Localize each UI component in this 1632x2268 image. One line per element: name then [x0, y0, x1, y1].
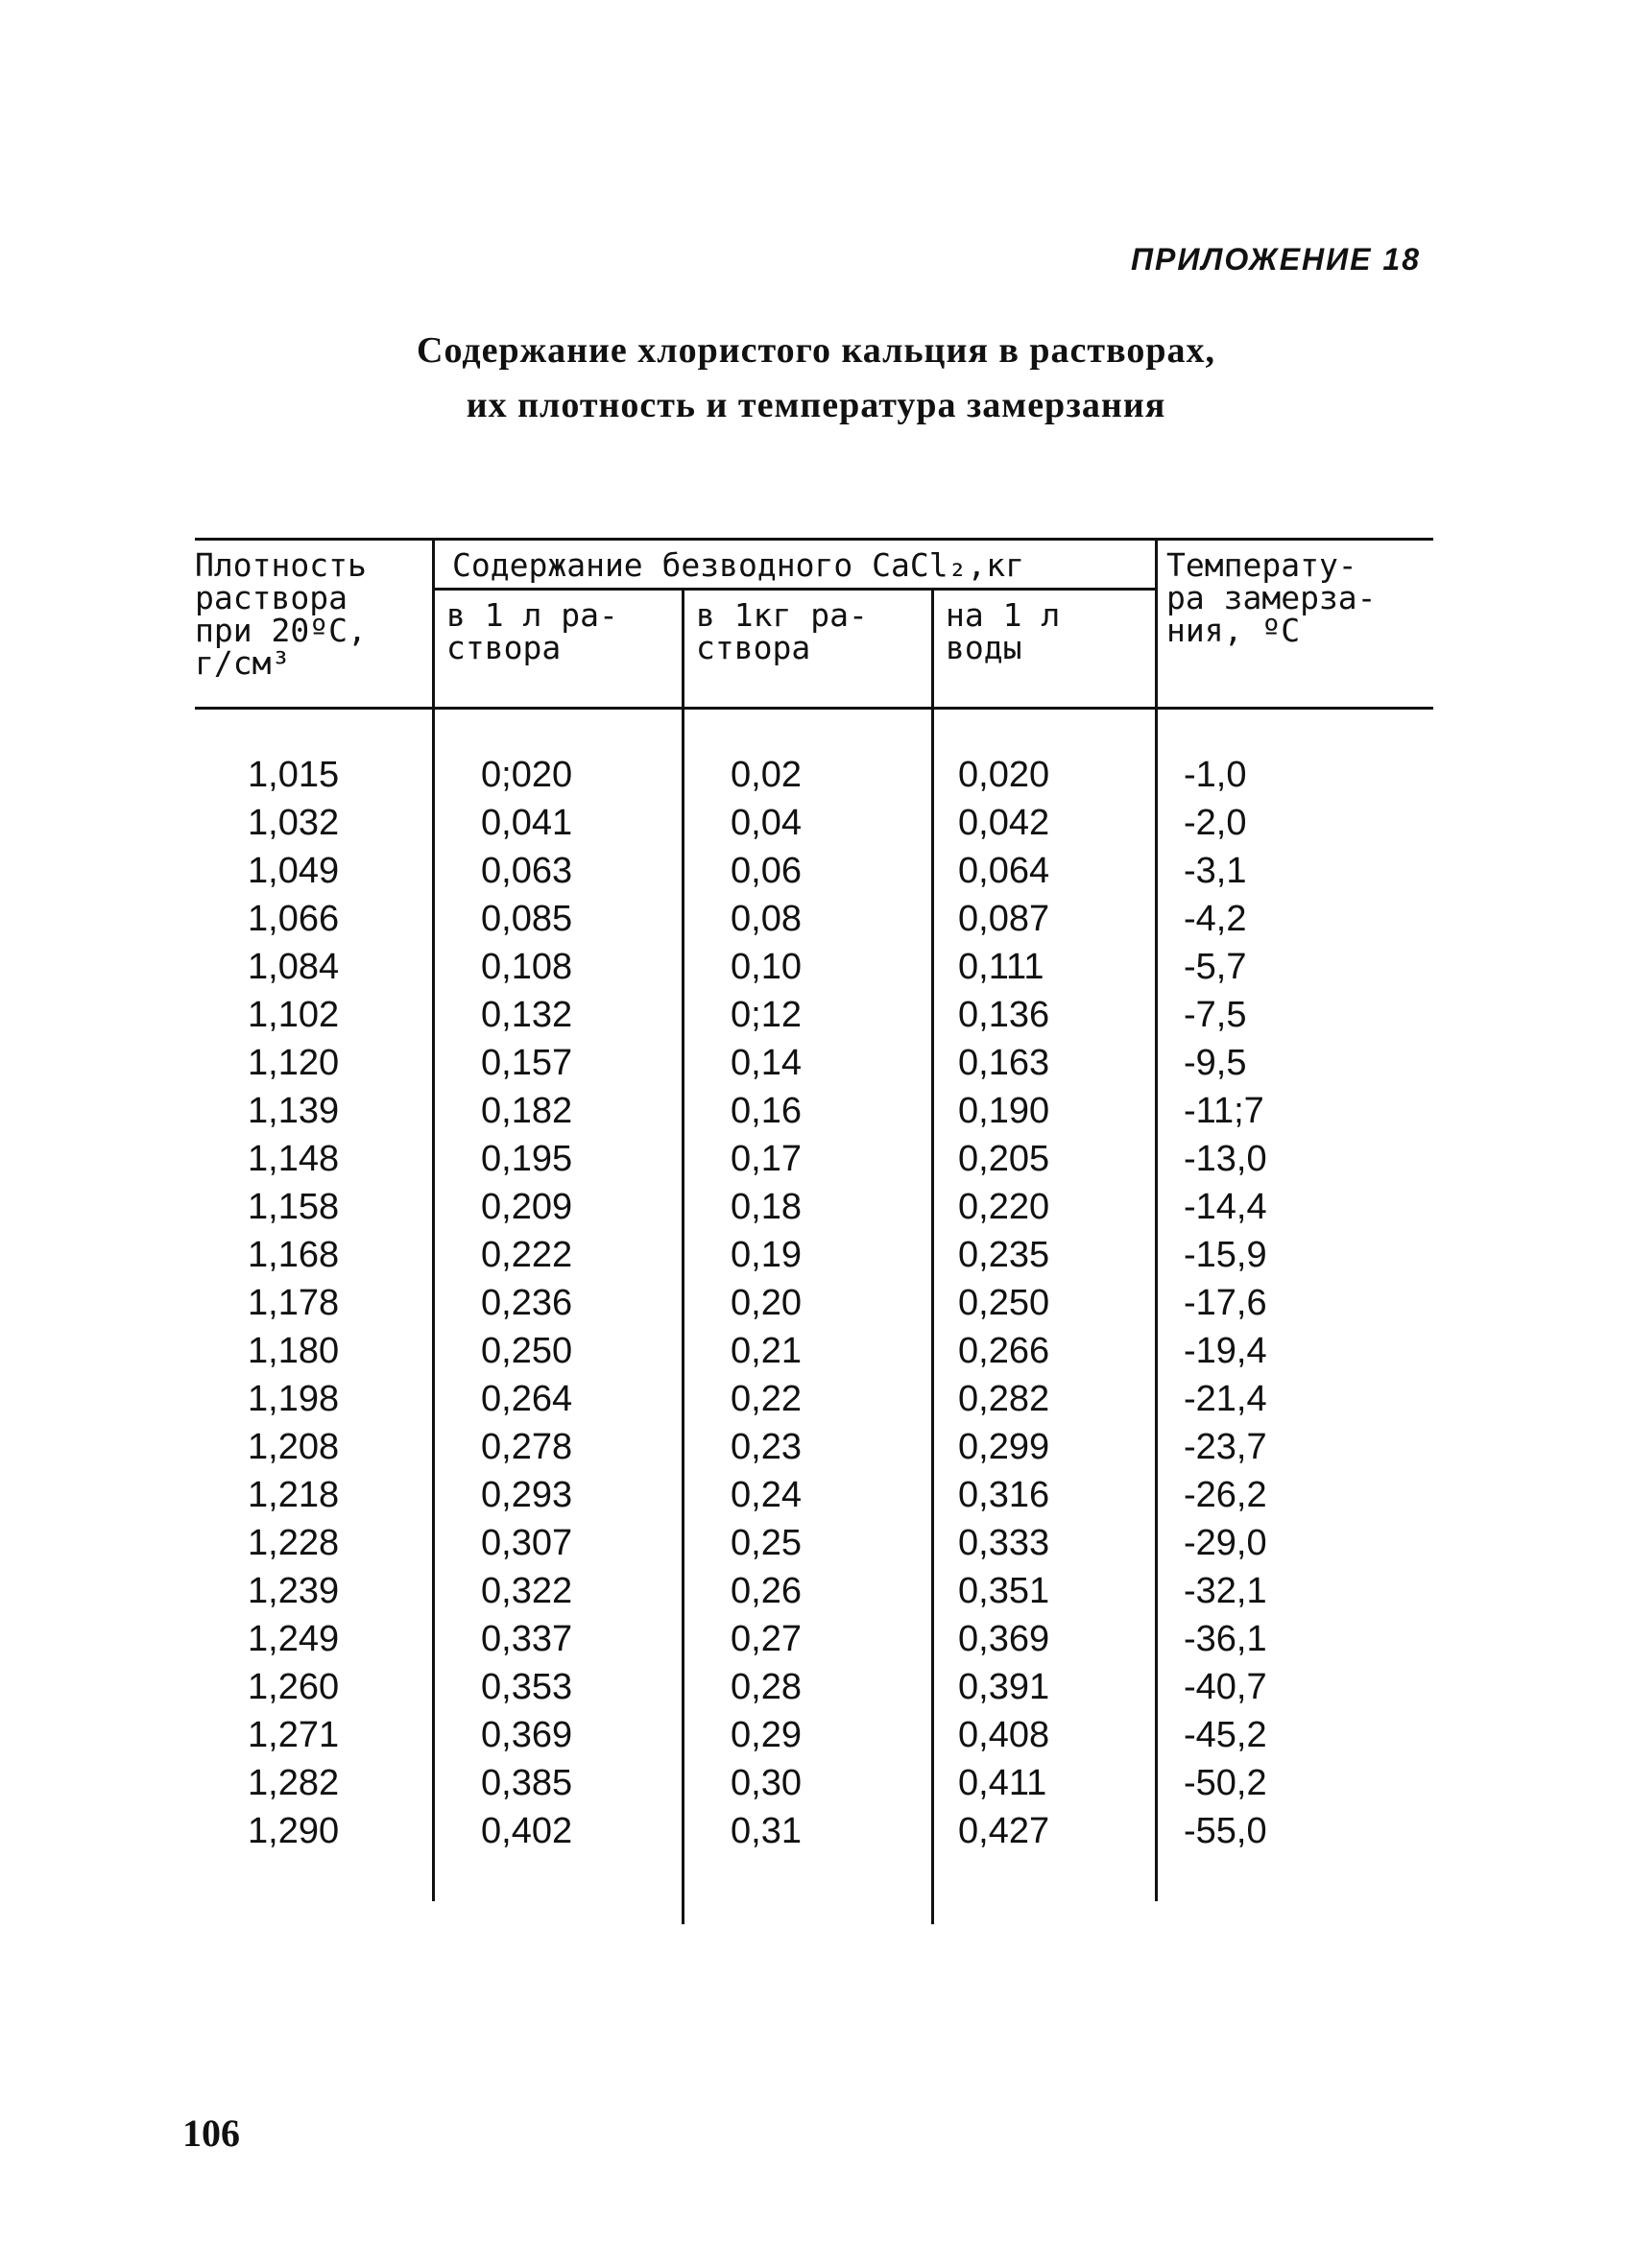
table-row: [195, 943, 1443, 991]
header-per-kg-solution: в 1кг ра- створа: [696, 596, 868, 666]
cell-per-liter-water: 0,042: [958, 803, 1050, 843]
cell-per-liter-solution: 0,041: [481, 803, 573, 843]
cell-per-liter-water: 0,235: [958, 1235, 1050, 1275]
cell-per-liter-water: 0,391: [958, 1667, 1050, 1707]
header-freezing-temp: Температу- ра замерза- ния, ºС: [1166, 546, 1377, 649]
cell-freezing-temp: -13,0: [1184, 1139, 1267, 1179]
cell-per-liter-water: 0,163: [958, 1043, 1050, 1083]
cell-density: 1,178: [248, 1283, 340, 1323]
cell-per-liter-solution: 0,222: [481, 1235, 573, 1275]
cell-per-kg-solution: 0,08: [731, 899, 802, 939]
table-row: [195, 1759, 1443, 1807]
cell-density: 1,180: [248, 1331, 340, 1371]
cell-density: 1,148: [248, 1139, 340, 1179]
cell-density: 1,260: [248, 1667, 340, 1707]
cell-per-kg-solution: 0,14: [731, 1043, 802, 1083]
cell-density: 1,271: [248, 1715, 340, 1755]
cell-density: 1,208: [248, 1427, 340, 1467]
cell-per-kg-solution: 0;12: [731, 995, 802, 1035]
cell-per-kg-solution: 0,29: [731, 1715, 802, 1755]
cell-per-kg-solution: 0,17: [731, 1139, 802, 1179]
cell-density: 1,249: [248, 1619, 340, 1659]
table-row: [195, 799, 1443, 847]
table-row: [195, 991, 1443, 1039]
cell-per-liter-water: 0,190: [958, 1091, 1050, 1131]
cell-per-liter-solution: 0,278: [481, 1427, 573, 1467]
cell-freezing-temp: -23,7: [1184, 1427, 1267, 1467]
cell-per-liter-solution: 0,307: [481, 1523, 573, 1563]
cell-density: 1,290: [248, 1811, 340, 1851]
table-row: [195, 1279, 1443, 1327]
cell-density: 1,084: [248, 947, 340, 987]
cell-freezing-temp: -55,0: [1184, 1811, 1267, 1851]
cell-freezing-temp: -5,7: [1184, 947, 1247, 987]
table-row: [195, 1375, 1443, 1423]
cell-per-kg-solution: 0,10: [731, 947, 802, 987]
cell-per-liter-solution: 0,182: [481, 1091, 573, 1131]
table-top-rule: [195, 538, 1433, 541]
cell-per-kg-solution: 0,28: [731, 1667, 802, 1707]
cell-per-liter-solution: 0,353: [481, 1667, 573, 1707]
table-row: [195, 1807, 1443, 1855]
table-row: [195, 1087, 1443, 1135]
cell-per-liter-water: 0,250: [958, 1283, 1050, 1323]
table-row: [195, 1039, 1443, 1087]
cell-freezing-temp: -19,4: [1184, 1331, 1267, 1371]
cell-density: 1,218: [248, 1475, 340, 1515]
cell-per-liter-water: 0,351: [958, 1571, 1050, 1611]
header-content-group: Содержание безводного CaCl₂,кг: [452, 546, 1025, 584]
title-line-2: их плотность и температура замерзания: [466, 385, 1166, 425]
group-header-rule: [432, 588, 1157, 591]
cell-density: 1,139: [248, 1091, 340, 1131]
cell-per-kg-solution: 0,16: [731, 1091, 802, 1131]
cell-density: 1,015: [248, 755, 340, 795]
cell-freezing-temp: -4,2: [1184, 899, 1247, 939]
title-line-1: Содержание хлористого кальция в растворах,: [417, 330, 1215, 371]
cell-per-liter-solution: 0,337: [481, 1619, 573, 1659]
cell-density: 1,198: [248, 1379, 340, 1419]
table-row: [195, 895, 1443, 943]
cell-freezing-temp: -15,9: [1184, 1235, 1267, 1275]
cell-freezing-temp: -14,4: [1184, 1187, 1267, 1227]
cell-per-liter-water: 0,205: [958, 1139, 1050, 1179]
cell-per-liter-solution: 0,236: [481, 1283, 573, 1323]
cell-per-liter-solution: 0;020: [481, 755, 573, 795]
freezing-table: [195, 538, 1443, 1901]
appendix-label: ПРИЛОЖЕНИЕ 18: [1131, 242, 1421, 277]
cell-per-liter-solution: 0,293: [481, 1475, 573, 1515]
table-row: [195, 847, 1443, 895]
cell-per-liter-water: 0,136: [958, 995, 1050, 1035]
cell-per-liter-solution: 0,108: [481, 947, 573, 987]
cell-per-kg-solution: 0,02: [731, 755, 802, 795]
table-row: [195, 1471, 1443, 1519]
cell-per-kg-solution: 0,04: [731, 803, 802, 843]
cell-freezing-temp: -29,0: [1184, 1523, 1267, 1563]
header-per-liter-water: на 1 л воды: [946, 596, 1061, 666]
cell-freezing-temp: -21,4: [1184, 1379, 1267, 1419]
cell-freezing-temp: -2,0: [1184, 803, 1247, 843]
cell-per-liter-solution: 0,195: [481, 1139, 573, 1179]
cell-freezing-temp: -40,7: [1184, 1667, 1267, 1707]
cell-freezing-temp: -45,2: [1184, 1715, 1267, 1755]
cell-per-liter-water: 0,408: [958, 1715, 1050, 1755]
cell-per-liter-solution: 0,322: [481, 1571, 573, 1611]
table-row: [195, 1327, 1443, 1375]
cell-per-kg-solution: 0,19: [731, 1235, 802, 1275]
cell-freezing-temp: -32,1: [1184, 1571, 1267, 1611]
table-row: [195, 1711, 1443, 1759]
table-row: [195, 1567, 1443, 1615]
cell-per-liter-solution: 0,264: [481, 1379, 573, 1419]
cell-per-kg-solution: 0,24: [731, 1475, 802, 1515]
cell-per-liter-water: 0,220: [958, 1187, 1050, 1227]
cell-per-liter-solution: 0,157: [481, 1043, 573, 1083]
table-body: [195, 751, 1443, 1855]
cell-freezing-temp: -11;7: [1184, 1091, 1264, 1131]
cell-freezing-temp: -36,1: [1184, 1619, 1267, 1659]
cell-freezing-temp: -7,5: [1184, 995, 1247, 1035]
cell-per-kg-solution: 0,22: [731, 1379, 802, 1419]
cell-per-kg-solution: 0,25: [731, 1523, 802, 1563]
cell-density: 1,282: [248, 1763, 340, 1803]
table-row: [195, 1231, 1443, 1279]
table-row: [195, 751, 1443, 799]
cell-per-liter-water: 0,087: [958, 899, 1050, 939]
cell-density: 1,066: [248, 899, 340, 939]
header-density: Плотность раствора при 20ºС, г/см³: [195, 546, 367, 682]
cell-per-liter-solution: 0,132: [481, 995, 573, 1035]
table-row: [195, 1615, 1443, 1663]
cell-per-liter-solution: 0,085: [481, 899, 573, 939]
cell-per-kg-solution: 0,30: [731, 1763, 802, 1803]
cell-freezing-temp: -3,1: [1184, 851, 1247, 891]
cell-per-liter-solution: 0,250: [481, 1331, 573, 1371]
cell-freezing-temp: -17,6: [1184, 1283, 1267, 1323]
cell-per-liter-solution: 0,385: [481, 1763, 573, 1803]
cell-per-kg-solution: 0,21: [731, 1331, 802, 1371]
cell-density: 1,228: [248, 1523, 340, 1563]
table-row: [195, 1663, 1443, 1711]
cell-per-kg-solution: 0,26: [731, 1571, 802, 1611]
cell-per-liter-water: 0,111: [958, 947, 1044, 987]
cell-per-liter-water: 0,064: [958, 851, 1050, 891]
cell-freezing-temp: -50,2: [1184, 1763, 1267, 1803]
cell-per-liter-solution: 0,402: [481, 1811, 573, 1851]
cell-freezing-temp: -26,2: [1184, 1475, 1267, 1515]
table-row: [195, 1519, 1443, 1567]
cell-per-liter-water: 0,299: [958, 1427, 1050, 1467]
cell-per-liter-water: 0,411: [958, 1763, 1047, 1803]
cell-per-kg-solution: 0,27: [731, 1619, 802, 1659]
cell-density: 1,120: [248, 1043, 340, 1083]
cell-density: 1,168: [248, 1235, 340, 1275]
cell-freezing-temp: -1,0: [1184, 755, 1247, 795]
page-number: 106: [182, 2111, 240, 2155]
cell-per-liter-water: 0,282: [958, 1379, 1050, 1419]
cell-per-liter-water: 0,333: [958, 1523, 1050, 1563]
cell-per-liter-water: 0,316: [958, 1475, 1050, 1515]
table-row: [195, 1183, 1443, 1231]
cell-per-kg-solution: 0,31: [731, 1811, 802, 1851]
cell-per-liter-solution: 0,063: [481, 851, 573, 891]
cell-per-liter-solution: 0,369: [481, 1715, 573, 1755]
cell-freezing-temp: -9,5: [1184, 1043, 1247, 1083]
header-bottom-rule: [195, 707, 1433, 710]
cell-per-kg-solution: 0,06: [731, 851, 802, 891]
table-row: [195, 1423, 1443, 1471]
cell-per-liter-water: 0,427: [958, 1811, 1050, 1851]
cell-density: 1,102: [248, 995, 340, 1035]
cell-per-liter-water: 0,369: [958, 1619, 1050, 1659]
cell-per-kg-solution: 0,23: [731, 1427, 802, 1467]
table-row: [195, 1135, 1443, 1183]
header-per-liter-solution: в 1 л ра- створа: [446, 596, 618, 666]
cell-per-liter-solution: 0,209: [481, 1187, 573, 1227]
cell-density: 1,032: [248, 803, 340, 843]
cell-density: 1,239: [248, 1571, 340, 1611]
cell-per-liter-water: 0,266: [958, 1331, 1050, 1371]
cell-per-liter-water: 0,020: [958, 755, 1050, 795]
cell-per-kg-solution: 0,20: [731, 1283, 802, 1323]
cell-density: 1,049: [248, 851, 340, 891]
cell-per-kg-solution: 0,18: [731, 1187, 802, 1227]
cell-density: 1,158: [248, 1187, 340, 1227]
